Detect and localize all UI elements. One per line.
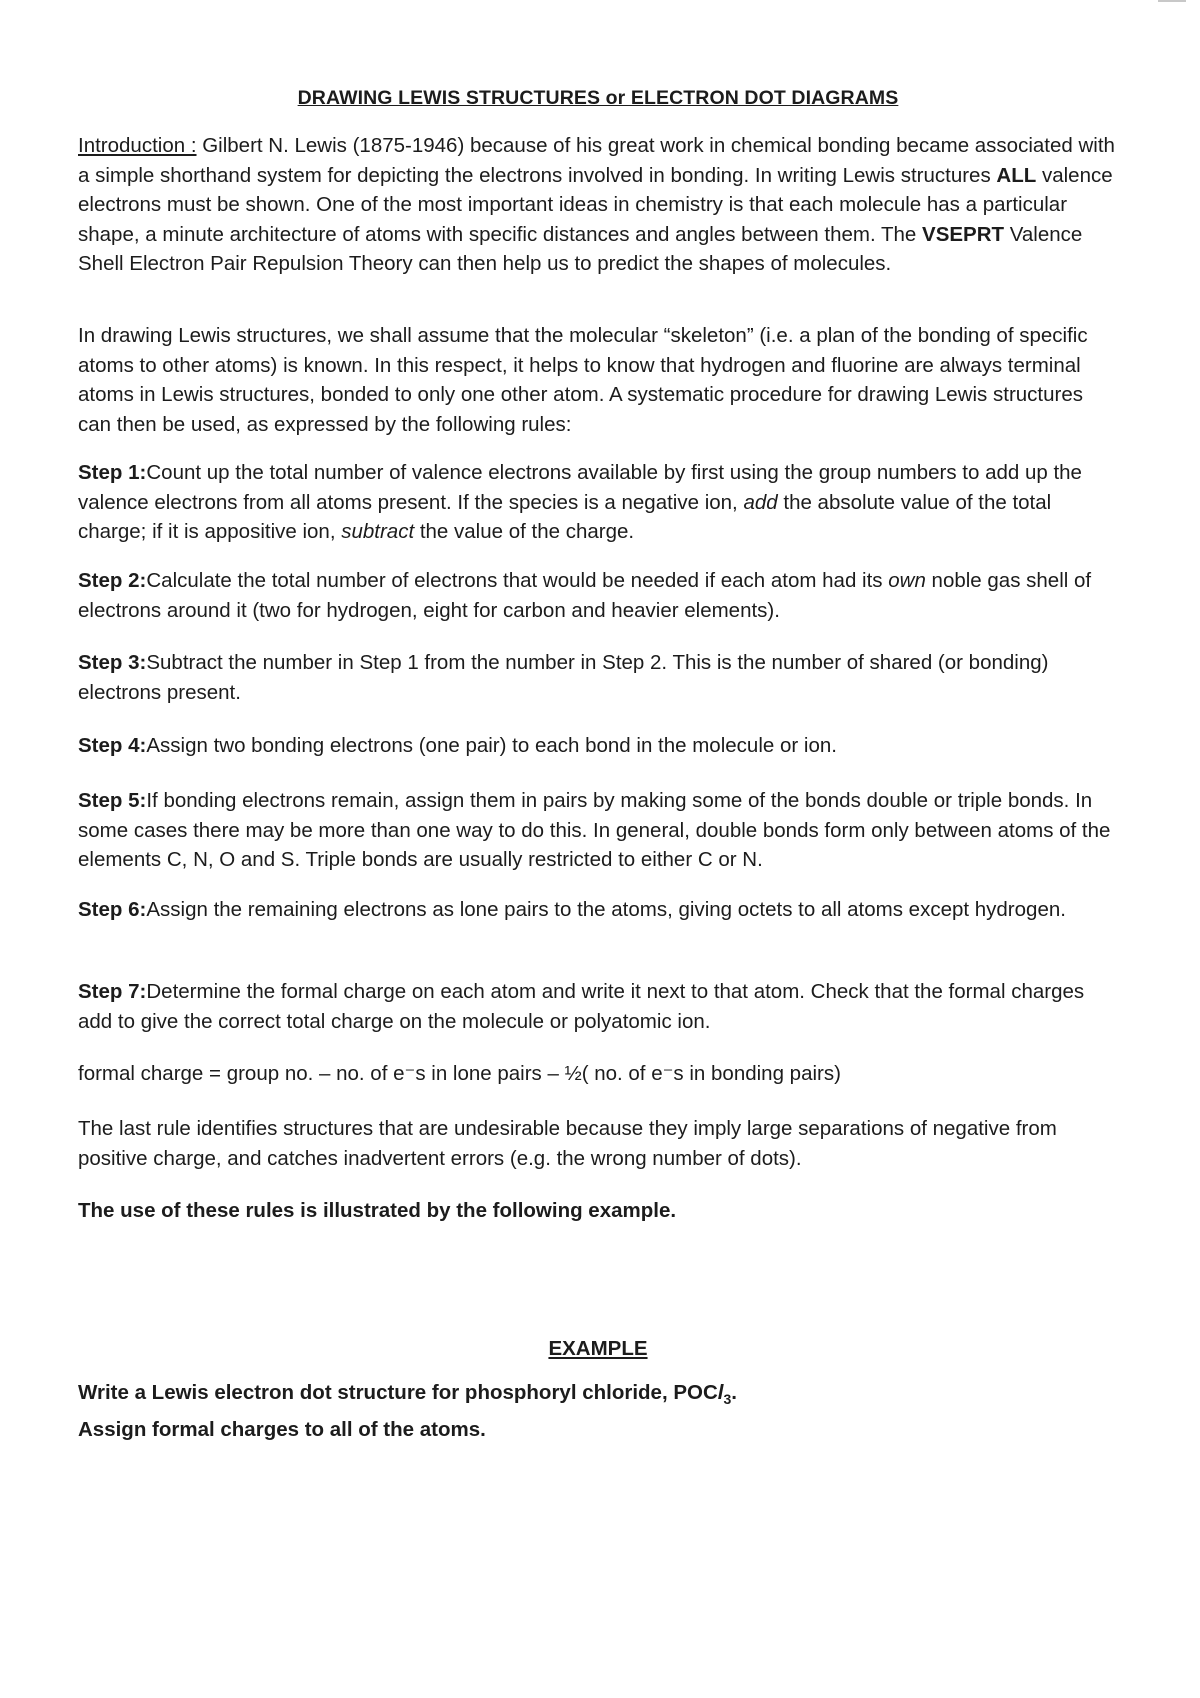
step-6: Step 6:Assign the remaining electrons as lone pairs to the atoms, giving octets to all atoms except hydrogen. — [78, 898, 1066, 921]
skeleton-paragraph: In drawing Lewis structures, we shall assume that the molecular “skeleton” (i.e. a plan of the bonding of specific atoms to other atoms) is known. In this respect, it helps to know that hydrogen and fluorine are always terminal atoms in Lewis structures, bonded to only one other atom. A systematic procedure for drawing Lewis structures can then be used, as expressed by the following rules: — [78, 324, 1088, 436]
page-title: DRAWING LEWIS STRUCTURES or ELECTRON DOT DIAGRAMS — [297, 87, 899, 109]
last-rule-paragraph: The last rule identifies structures that are undesirable because they imply large separations of negative from positive charge, and catches inadvertent errors (e.g. the wrong number of dots). — [78, 1117, 1057, 1170]
example-heading: EXAMPLE — [548, 1337, 648, 1360]
intro-paragraph: Introduction : Gilbert N. Lewis (1875-1946) because of his great work in chemical bonding became associated with a simple shorthand system for depicting the electrons involved in bonding. In writing Lewis structures ALL valence electrons must be shown. One of the most important ideas in chemistry is that each molecule has a particular shape, a minute architecture of atoms with specific distances and angles between them. The VSEPRT Valence Shell Electron Pair Repulsion Theory can then help us to predict the shapes of molecules. — [78, 134, 1115, 275]
step-label: Step 4: — [78, 734, 147, 757]
rules-illustration-note: The use of these rules is illustrated by the following example. — [78, 1199, 677, 1222]
step-label: Step 1: — [78, 461, 147, 484]
step-label: Step 7: — [78, 980, 147, 1003]
step-label: Step 6: — [78, 898, 147, 921]
step-7: Step 7:Determine the formal charge on each atom and write it next to that atom. Check that the formal charges add to give the correct total charge on the molecule or polyatomic ion. — [78, 980, 1085, 1033]
step-4: Step 4:Assign two bonding electrons (one pair) to each bond in the molecule or ion. — [78, 734, 837, 757]
step-1: Step 1:Count up the total number of valence electrons available by first using the group numbers to add up the valence electrons from all atoms present. If the species is a negative ion, add the absolute value of the total charge; if it is appositive ion, subtract the value of the charge. — [78, 461, 1082, 543]
example-prompt: Write a Lewis electron dot structure for phosphoryl chloride, POCl$_3$. Assign formal charges to all of the atoms. — [78, 1381, 737, 1441]
formal-charge-formula: formal charge = group no. – no. of e⁻s in lone pairs – ½( no. of e⁻s in bonding pairs) — [78, 1062, 841, 1085]
step-label: Step 5: — [78, 789, 147, 812]
step-2: Step 2:Calculate the total number of electrons that would be needed if each atom had its own noble gas shell of electrons around it (two for hydrogen, eight for carbon and heavier elements). — [78, 569, 1092, 622]
step-label: Step 2: — [78, 569, 147, 592]
step-label: Step 3: — [78, 651, 147, 674]
scan-speck — [1158, 0, 1186, 2]
intro-label: Introduction : — [78, 134, 197, 157]
step-5: Step 5:If bonding electrons remain, assign them in pairs by making some of the bonds double or triple bonds. In some cases there may be more than one way to do this. In general, double bonds form only between atoms of the elements C, N, O and S. Triple bonds are usually restricted to either C or N. — [78, 789, 1111, 871]
step-3: Step 3:Subtract the number in Step 1 from the number in Step 2. This is the number of shared (or bonding) electrons present. — [78, 651, 1049, 704]
